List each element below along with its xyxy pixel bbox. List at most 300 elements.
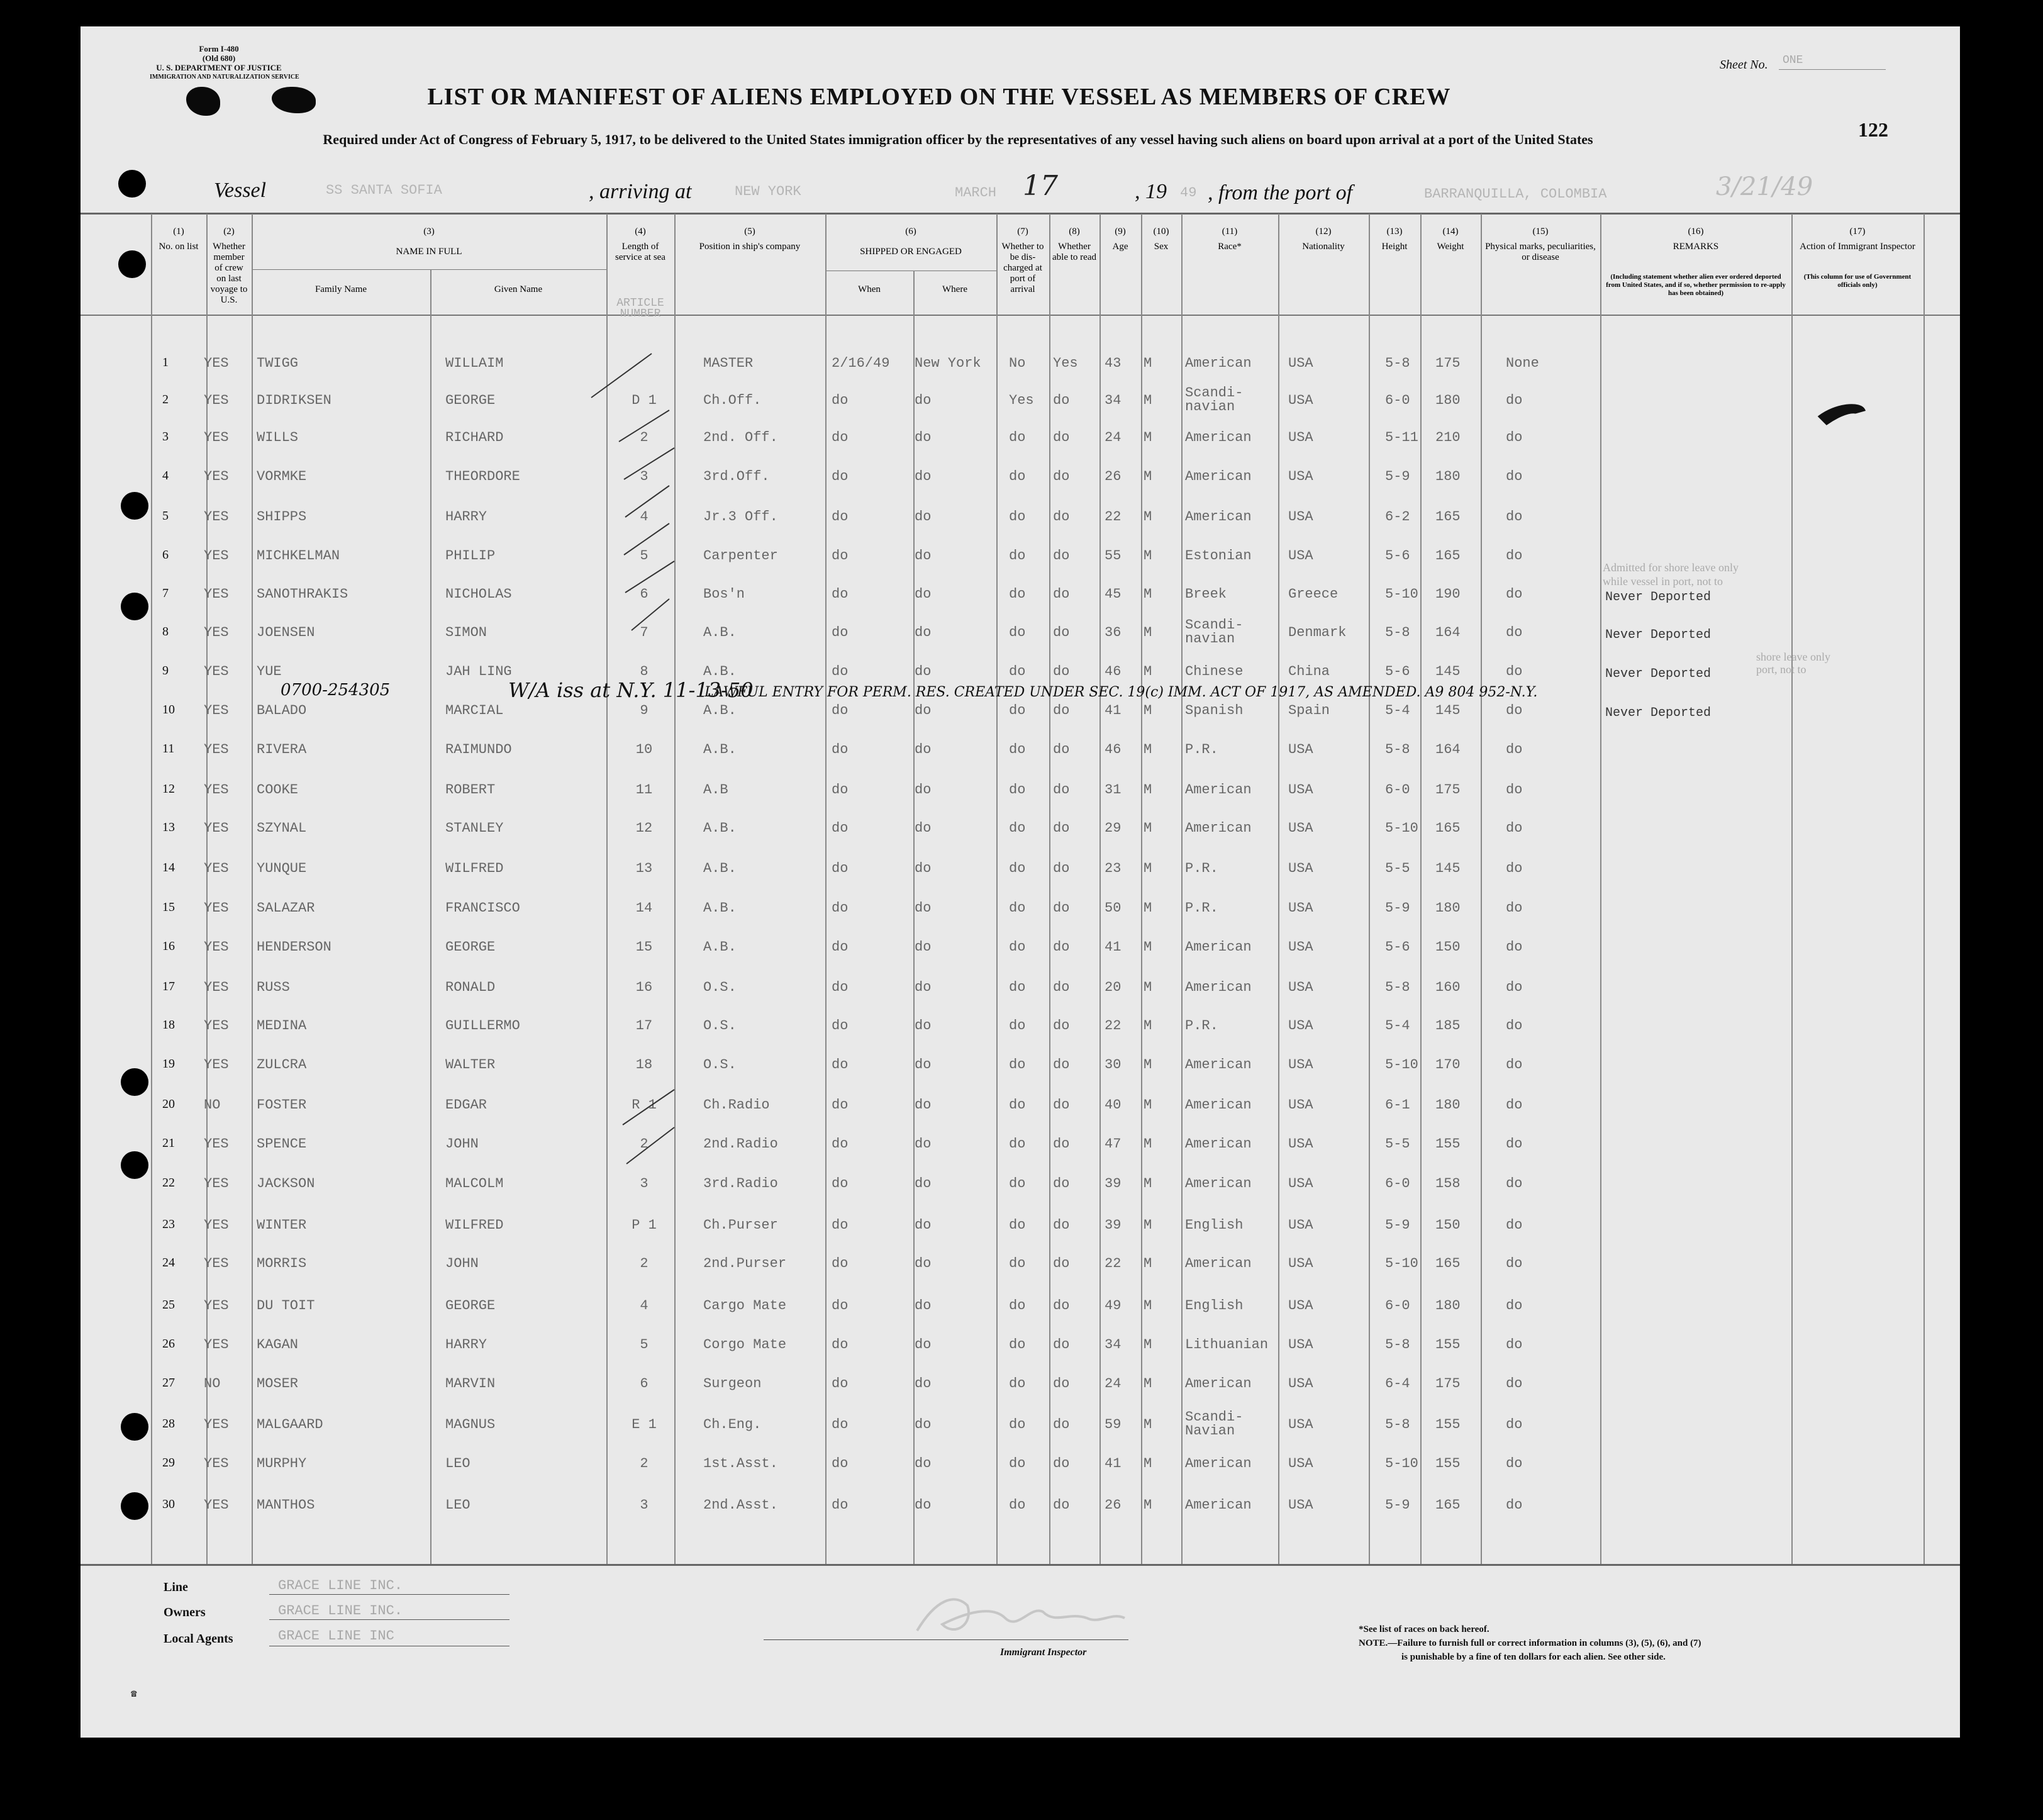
cell-when: do [832,1337,849,1353]
cell-when: do [832,1018,849,1034]
cell-nationality: Greece [1288,586,1339,602]
cell-weight: 175 [1435,1376,1461,1392]
cell-nationality: USA [1288,430,1313,445]
cell-height: 5-10 [1385,820,1418,836]
cell-weight: 175 [1435,782,1461,798]
cell-nationality: USA [1288,861,1313,876]
column-number: (5) [744,226,755,237]
cell-position: Ch.Purser [703,1217,778,1233]
remark-never-deported: Never Deported [1605,590,1712,605]
cell-article: 6 [640,1376,649,1392]
cell-family: WINTER [257,1217,307,1233]
cell-family: JACKSON [257,1176,315,1192]
cell-read: do [1053,1097,1070,1113]
cell-where: do [915,664,932,679]
column-number: (4) [635,226,646,237]
cell-discharged: do [1009,625,1026,640]
agents-label: Local Agents [164,1632,233,1646]
cell-discharged: do [1009,469,1026,484]
cell-position: A.B. [703,820,737,836]
cell-position: 1st.Asst. [703,1456,778,1471]
cell-nationality: Denmark [1288,625,1347,640]
cell-when: do [832,509,849,525]
line-value: GRACE LINE INC. [278,1578,403,1594]
cell-nationality: USA [1288,980,1313,995]
cell-no: 24 [162,1256,175,1270]
cell-race: Chinese [1185,664,1244,679]
from-port: BARRANQUILLA, COLOMBIA [1424,186,1607,202]
cell-given: HARRY [445,1337,487,1353]
column-number: (17) [1849,226,1866,237]
cell-where: do [915,1018,932,1034]
cell-marks: do [1506,1176,1523,1192]
cell-height: 6-0 [1385,393,1410,408]
remark-admitted: shore leave only [1756,650,1830,663]
cell-given: ROBERT [445,782,496,798]
cell-height: 6-2 [1385,509,1410,525]
cell-race: American [1185,1497,1252,1513]
cell-discharged: do [1009,1176,1026,1192]
cell-family: MURPHY [257,1456,307,1471]
cell-race: American [1185,469,1252,484]
cell-nationality: USA [1288,1097,1313,1113]
cell-height: 6-0 [1385,1176,1410,1192]
cell-family: DU TOIT [257,1298,315,1314]
column-number: (7) [1017,226,1028,237]
cell-nationality: USA [1288,939,1313,955]
year-label: , 19 [1135,180,1167,203]
cell-marks: do [1506,1097,1523,1113]
cell-no: 30 [162,1497,175,1511]
cell-race: American [1185,1136,1252,1152]
cell-height: 5-5 [1385,861,1410,876]
cell-given: MARCIAL [445,703,504,718]
sheet-number-label: Sheet No. [1720,58,1768,72]
cell-where: do [915,1176,932,1192]
cell-nationality: USA [1288,1176,1313,1192]
cell-race: American [1185,1376,1252,1392]
cell-read: do [1053,703,1070,718]
cell-marks: do [1506,1456,1523,1471]
cell-age: 41 [1105,939,1122,955]
column-header: Whether to be dis-charged at port of arrival [1001,242,1044,294]
cell-when: do [832,861,849,876]
year-value: 49 [1180,185,1197,201]
line-label: Line [164,1580,188,1594]
cell-nationality: USA [1288,1337,1313,1353]
cell-prev: YES [204,548,229,564]
cell-sex: M [1144,664,1152,679]
cell-weight: 190 [1435,586,1461,602]
cell-no: 25 [162,1298,175,1312]
cell-nationality: USA [1288,469,1313,484]
cell-article: 9 [640,703,649,718]
cell-nationality: USA [1288,820,1313,836]
cell-read: do [1053,939,1070,955]
cell-race: Scandi-navian [1185,385,1244,415]
cell-discharged: do [1009,1456,1026,1471]
column-subheader: Where [942,284,967,294]
cell-when: do [832,1256,849,1271]
cell-age: 24 [1105,430,1122,445]
cell-marks: do [1506,782,1523,798]
cell-marks: do [1506,1057,1523,1073]
cell-position: Bos'n [703,586,745,602]
cell-read: do [1053,980,1070,995]
cell-when: do [832,939,849,955]
column-subheader: (Including statement whether alien ever ordered deported from United States, and if so, whether permission to re-apply has been obtained) [1606,273,1786,297]
cell-when: do [832,664,849,679]
cell-no: 19 [162,1057,175,1071]
cell-family: RUSS [257,980,290,995]
cell-read: do [1053,586,1070,602]
cell-height: 5-6 [1385,664,1410,679]
cell-family: MICHKELMAN [257,548,340,564]
cell-read: do [1053,625,1070,640]
cell-where: do [915,625,932,640]
cell-age: 46 [1105,664,1122,679]
arrival-stamp-date: 3/21/49 [1716,172,1813,201]
inspector-signature [898,1587,1162,1643]
column-header: REMARKS [1673,242,1719,252]
cell-given: MAGNUS [445,1417,496,1432]
cell-family: ZULCRA [257,1057,307,1073]
cell-marks: do [1506,1337,1523,1353]
cell-given: EDGAR [445,1097,487,1113]
cell-given: NICHOLAS [445,586,512,602]
cell-prev: YES [204,1456,229,1471]
cell-race: English [1185,1298,1244,1314]
footer-note: is punishable by a fine of ten dollars for each alien. See other side. [1401,1652,1666,1662]
cell-weight: 180 [1435,1298,1461,1314]
cell-where: do [915,1497,932,1513]
cell-discharged: do [1009,586,1026,602]
cell-no: 29 [162,1456,175,1470]
cell-article: 2 [640,430,649,445]
cell-discharged: Yes [1009,393,1034,408]
column-number: (13) [1386,226,1403,237]
cell-when: do [832,586,849,602]
cell-height: 5-4 [1385,703,1410,718]
cell-race: Scandi-Navian [1185,1409,1244,1439]
cell-age: 39 [1105,1176,1122,1192]
cell-when: do [832,1097,849,1113]
column-header: Sex [1154,242,1169,252]
cell-weight: 145 [1435,664,1461,679]
cell-discharged: do [1009,509,1026,525]
cell-height: 5-5 [1385,1136,1410,1152]
cell-height: 5-8 [1385,1417,1410,1432]
cell-position: Carpenter [703,548,778,564]
cell-when: do [832,1376,849,1392]
cell-where: do [915,586,932,602]
cell-sex: M [1144,1018,1152,1034]
handwritten-file-number: 0700-254305 [281,681,391,700]
cell-read: do [1053,1298,1070,1314]
cell-nationality: USA [1288,1256,1313,1271]
column-number: (9) [1115,226,1126,237]
column-header: Length of service at sea [615,242,665,262]
cell-sex: M [1144,355,1152,371]
cell-age: 22 [1105,1256,1122,1271]
cell-family: VORMKE [257,469,307,484]
cell-nationality: USA [1288,1057,1313,1073]
cell-no: 12 [162,782,175,796]
agents-value: GRACE LINE INC [278,1628,394,1644]
cell-family: KAGAN [257,1337,299,1353]
column-number: (16) [1688,226,1704,237]
remark-admitted: port, not to [1756,663,1806,676]
cell-prev: YES [204,1298,229,1314]
cell-given: GEORGE [445,939,496,955]
cell-article: 8 [640,664,649,679]
cell-discharged: do [1009,1298,1026,1314]
cell-position: O.S. [703,1057,737,1073]
cell-race: American [1185,430,1252,445]
cell-when: do [832,782,849,798]
cell-prev: YES [204,1136,229,1152]
cell-given: RICHARD [445,430,504,445]
column-number: (11) [1222,226,1238,237]
cell-position: Cargo Mate [703,1298,787,1314]
cell-age: 31 [1105,782,1122,798]
remark-never-deported: Never Deported [1605,628,1712,642]
cell-nationality: USA [1288,742,1313,757]
cell-article: 18 [635,1057,653,1073]
cell-given: LEO [445,1456,470,1471]
cell-height: 5-9 [1385,1497,1410,1513]
inspector-rule [764,1639,1128,1640]
cell-prev: YES [204,820,229,836]
cell-read: do [1053,469,1070,484]
cell-age: 24 [1105,1376,1122,1392]
cell-race: American [1185,980,1252,995]
column-header: Physical marks, peculiarities, or disease [1485,242,1596,262]
handwritten-warrant-note: W/A iss at N.Y. 11-13-50 [508,678,754,702]
cell-prev: YES [204,1497,229,1513]
cell-race: American [1185,1256,1252,1271]
column-number: (8) [1069,226,1080,237]
column-subheader: Given Name [494,284,543,294]
cell-family: HENDERSON [257,939,331,955]
cell-position: A.B. [703,703,737,718]
cell-given: GEORGE [445,393,496,408]
cell-race: Estonian [1185,548,1252,564]
cell-family: JOENSEN [257,625,315,640]
cell-age: 55 [1105,548,1122,564]
cell-marks: do [1506,1376,1523,1392]
cell-article: 5 [640,1337,649,1353]
cell-article: 5 [640,548,649,564]
column-header: Nationality [1302,242,1345,252]
cell-age: 49 [1105,1298,1122,1314]
cell-when: do [832,1456,849,1471]
cell-when: do [832,1136,849,1152]
from-port-label: , from the port of [1208,181,1353,204]
cell-nationality: USA [1288,782,1313,798]
cell-no: 4 [162,469,169,483]
cell-family: COOKE [257,782,299,798]
cell-height: 5-10 [1385,1456,1418,1471]
cell-sex: M [1144,1136,1152,1152]
cell-discharged: do [1009,430,1026,445]
form-id: Form I-480 (Old 680) U. S. DEPARTMENT OF JUSTICE IMMIGRATION AND NATURALIZATION SERVICE [150,44,299,81]
cell-weight: 155 [1435,1136,1461,1152]
cell-race: American [1185,820,1252,836]
cell-position: O.S. [703,1018,737,1034]
cell-height: 6-0 [1385,1298,1410,1314]
cell-where: do [915,1376,932,1392]
cell-article: 4 [640,509,649,525]
column-number: (1) [173,226,184,237]
cell-article: 15 [635,939,653,955]
cell-where: New York [915,355,981,371]
cell-marks: do [1506,1217,1523,1233]
cell-article: 12 [635,820,653,836]
cell-article: 3 [640,1176,649,1192]
cell-when: do [832,1497,849,1513]
cell-prev: YES [204,1417,229,1432]
cell-race: P.R. [1185,742,1218,757]
cell-age: 41 [1105,703,1122,718]
cell-nationality: USA [1288,393,1313,408]
cell-height: 5-9 [1385,1217,1410,1233]
cell-weight: 165 [1435,509,1461,525]
cell-age: 26 [1105,469,1122,484]
cell-given: WILFRED [445,1217,504,1233]
cell-family: SZYNAL [257,820,307,836]
cell-position: A.B. [703,861,737,876]
cell-nationality: USA [1288,548,1313,564]
manifest-sheet [81,26,1960,1738]
cell-when: do [832,1298,849,1314]
cell-given: MALCOLM [445,1176,504,1192]
cell-no: 7 [162,586,169,600]
cell-marks: do [1506,509,1523,525]
cell-when: do [832,1176,849,1192]
cell-position: Ch.Radio [703,1097,770,1113]
cell-when: do [832,980,849,995]
cell-weight: 210 [1435,430,1461,445]
cell-age: 26 [1105,1497,1122,1513]
cell-age: 30 [1105,1057,1122,1073]
cell-no: 28 [162,1417,175,1431]
cell-given: SIMON [445,625,487,640]
cell-nationality: USA [1288,1298,1313,1314]
cell-family: SANOTHRAKIS [257,586,348,602]
cell-no: 21 [162,1136,175,1150]
cell-when: do [832,1057,849,1073]
column-header: Position in ship's company [699,242,801,252]
cell-no: 27 [162,1376,175,1390]
cell-no: 20 [162,1097,175,1111]
cell-no: 17 [162,980,175,993]
cell-sex: M [1144,939,1152,955]
cell-read: do [1053,1057,1070,1073]
cell-height: 5-4 [1385,1018,1410,1034]
cell-sex: M [1144,742,1152,757]
cell-marks: do [1506,1497,1523,1513]
cell-family: YUE [257,664,282,679]
footer-note: *See list of races on back hereof. [1359,1624,1489,1634]
cell-height: 6-4 [1385,1376,1410,1392]
cell-race: P.R. [1185,900,1218,916]
cell-height: 5-8 [1385,742,1410,757]
cell-race: American [1185,355,1252,371]
cell-sex: M [1144,586,1152,602]
cell-prev: YES [204,703,229,718]
cell-prev: YES [204,355,229,371]
cell-position: A.B. [703,625,737,640]
column-number: (3) [423,226,435,237]
cell-family: MEDINA [257,1018,307,1034]
cell-marks: do [1506,861,1523,876]
arrival-port: NEW YORK [735,184,801,199]
cell-when: do [832,625,849,640]
cell-nationality: USA [1288,1136,1313,1152]
cell-sex: M [1144,469,1152,484]
column-number: (2) [223,226,235,237]
cell-where: do [915,980,932,995]
cell-discharged: do [1009,980,1026,995]
cell-nationality: USA [1288,355,1313,371]
cell-race: Lithuanian [1185,1337,1269,1353]
cell-sex: M [1144,393,1152,408]
cell-nationality: USA [1288,1217,1313,1233]
cell-read: do [1053,1376,1070,1392]
cell-where: do [915,861,932,876]
cell-height: 5-10 [1385,1256,1418,1271]
cell-height: 5-8 [1385,980,1410,995]
cell-discharged: do [1009,900,1026,916]
cell-article: 11 [635,782,653,798]
cell-where: do [915,509,932,525]
column-header: Action of Immigrant Inspector [1800,242,1915,252]
cell-position: Ch.Off. [703,393,762,408]
cell-position: MASTER [703,355,754,371]
cell-no: 9 [162,664,169,678]
cell-read: do [1053,509,1070,525]
cell-sex: M [1144,548,1152,564]
cell-position: 3rd.Radio [703,1176,778,1192]
cell-age: 29 [1105,820,1122,836]
cell-given: THEORDORE [445,469,520,484]
cell-marks: do [1506,900,1523,916]
cell-prev: YES [204,861,229,876]
cell-no: 10 [162,703,175,717]
cell-no: 11 [162,742,175,756]
page-title: LIST OR MANIFEST OF ALIENS EMPLOYED ON THE VESSEL AS MEMBERS OF CREW [427,84,1451,110]
cell-position: 2nd.Radio [703,1136,778,1152]
cell-discharged: do [1009,1217,1026,1233]
cell-article: 14 [635,900,653,916]
cell-weight: 180 [1435,393,1461,408]
cell-where: do [915,1417,932,1432]
cell-discharged: do [1009,820,1026,836]
cell-no: 18 [162,1018,175,1032]
cell-given: RAIMUNDO [445,742,512,757]
cell-no: 26 [162,1337,175,1351]
cell-read: do [1053,900,1070,916]
cell-race: American [1185,1057,1252,1073]
cell-discharged: do [1009,1337,1026,1353]
cell-prev: NO [204,1097,221,1113]
column-number: (12) [1315,226,1332,237]
cell-nationality: USA [1288,1018,1313,1034]
cell-discharged: do [1009,939,1026,955]
cell-prev: YES [204,1018,229,1034]
cell-height: 5-9 [1385,469,1410,484]
